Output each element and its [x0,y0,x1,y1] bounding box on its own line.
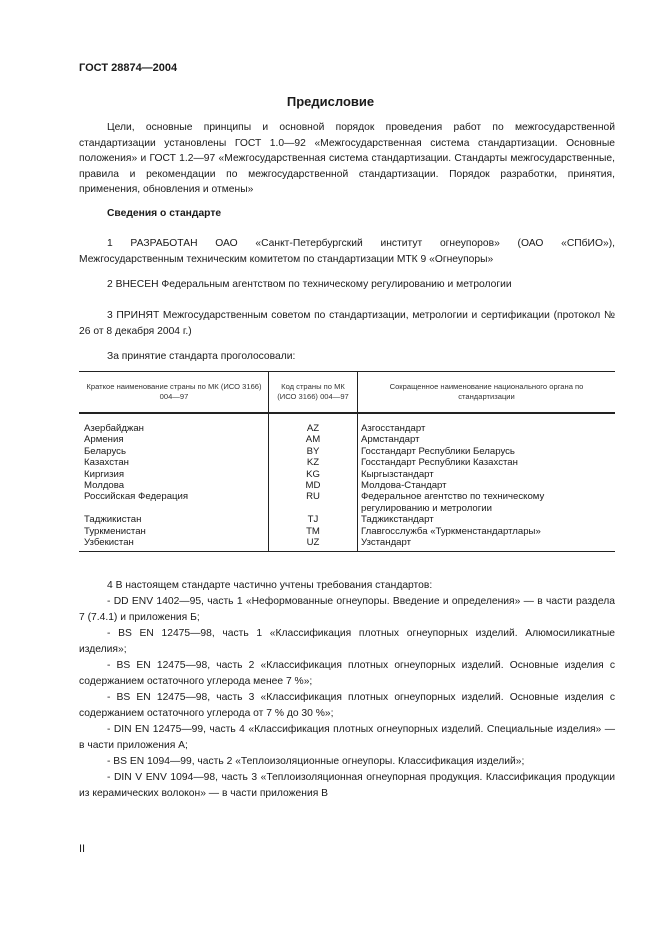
body-cell: Главгосслужба «Туркменстандартлары» [358,526,616,537]
table-row [79,537,615,552]
code-cell: AZ [269,413,358,434]
table-row [79,434,615,445]
table-header-row [79,372,615,414]
column-header-country: Краткое наименование страны по МК (ИСО 3166) 004—97 [79,372,269,414]
country-cell: Таджикистан [84,514,142,526]
column-header-body: Сокращенное наименование национального органа по стандартизации [358,372,616,414]
list-item: - DD ENV 1402—95, часть 1 «Неформованные огнеупоры. Введение и определения» — в части раздела 7 (7.4.1) и приложения Б; [79,596,615,623]
code-cell: KG [269,469,358,480]
country-cell: Армения [84,434,124,446]
country-cell: Киргизия [84,468,125,480]
country-cell: Российская Федерация [84,491,189,503]
country-cell: Узбекистан [79,537,269,552]
body-cell: Узстандарт [358,537,616,552]
country-cell: Туркменистан [84,525,146,537]
item-introduced: 2 ВНЕСЕН Федеральным агентством по техническому регулированию и метрологии [107,279,512,290]
body-cell: Госстандарт Республики Казахстан [358,457,616,468]
table-row [79,446,615,457]
table-row [79,457,615,468]
code-cell: UZ [269,537,358,552]
standards-list-intro: 4 В настоящем стандарте частично учтены требования стандартов: [107,580,433,591]
item-developed: 1 РАЗРАБОТАН ОАО «Санкт-Петербургский институт огнеупоров» (ОАО «СПбИО»), Межгосударственным техническим комитетом по стандартизации МТК 9 «Огнеупоры» [79,238,615,265]
code-cell: RU [269,491,358,514]
intro-paragraph: Цели, основные принципы и основной порядок проведения работ по межгосударственной стандартизации установлены ГОСТ 1.0—92 «Межгосударственная система стандартизации. Основные положения» и ГОСТ 1.2—97 «Межгосударственная система стандартизации. Стандарты межгосударственные, правила и рекомендации по межгосударственной стандартизации. Порядок разработки, принятия, применения, обновления и отмены» [79,122,615,195]
table-row [79,413,615,434]
body-cell: Молдова-Стандарт [358,480,616,491]
page-number: II [79,843,86,855]
list-item: - BS EN 1094—99, часть 2 «Теплоизоляционные огнеупоры. Классификация изделий»; [107,756,525,767]
body-cell: Госстандарт Республики Беларусь [358,446,616,457]
column-header-code: Код страны по МК (ИСО 3166) 004—97 [269,372,358,414]
code-cell: BY [269,446,358,457]
code-cell: TM [269,526,358,537]
country-cell: Молдова [84,480,125,492]
list-item: - BS EN 12475—98, часть 2 «Классификация плотных огнеупорных изделий. Основные изделия с содержанием остаточного углерода менее 7 %»; [79,660,615,687]
body-cell: Таджикстандарт [358,514,616,525]
code-cell: MD [269,480,358,491]
info-heading: Сведения о стандарте [107,208,222,219]
table-row [79,491,615,514]
standard-number: ГОСТ 28874—2004 [79,62,178,74]
standards-list [79,578,615,802]
country-cell: Беларусь [84,445,126,457]
list-item: - BS EN 12475—98, часть 1 «Классификация плотных огнеупорных изделий. Алюмосиликатные изделия»; [79,628,615,655]
body-cell: Федеральное агентство по техническому регулированию и метрологии [358,491,616,514]
list-item: - BS EN 12475—98, часть 3 «Классификация плотных огнеупорных изделий. Основные изделия с содержанием остаточного углерода от 7 % до 30 %»; [79,692,615,719]
code-cell: KZ [269,457,358,468]
table-row [79,469,615,480]
country-cell: Азербайджан [84,423,144,434]
page-title: Предисловие [286,94,375,109]
code-cell: TJ [269,514,358,525]
list-item: - DIN EN 12475—99, часть 4 «Классификация плотных огнеупорных изделий. Специальные изделия» — в части приложения А; [79,724,615,751]
code-cell: AM [269,434,358,445]
body-cell: Азгосстандарт [358,413,616,434]
list-item: - DIN V ENV 1094—98, часть 3 «Теплоизоляционная огнеупорная продукция. Классификация продукции из керамических волокон» — в части приложения В [79,772,615,799]
body-cell: Армстандарт [358,434,616,445]
table-row [79,480,615,491]
item-adopted: 3 ПРИНЯТ Межгосударственным советом по стандартизации, метрологии и сертификации (протокол № 26 от 8 декабря 2004 г.) [79,310,615,337]
table-row [79,526,615,537]
body-cell: Кыргызстандарт [358,469,616,480]
voting-table [79,371,615,552]
vote-intro: За принятие стандарта проголосовали: [107,351,296,362]
table-row [79,514,615,525]
country-cell: Казахстан [84,457,129,469]
